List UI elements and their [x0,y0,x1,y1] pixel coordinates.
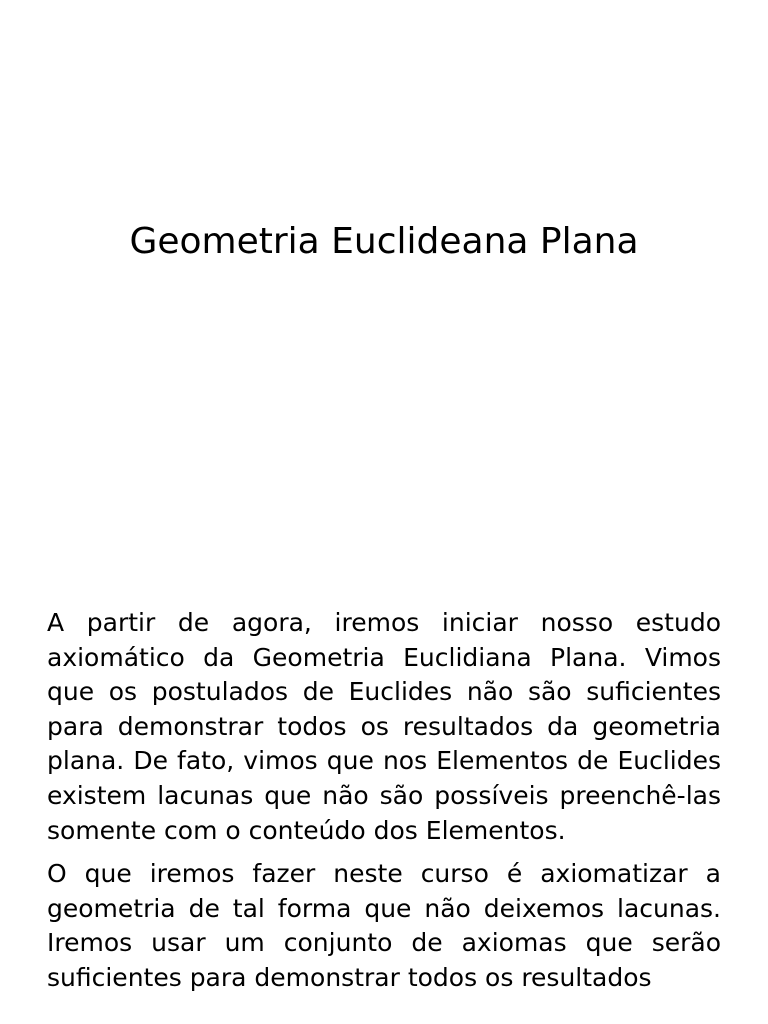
slide-title: Geometria Euclideana Plana [129,221,639,262]
content-slide [0,560,768,1024]
slide-body [47,606,721,1005]
body-paragraph-2: O que iremos fazer neste curso é axiomatizar a geometria de tal forma que não deixemos lacunas. Iremos usar um conjunto de axiomas que serão suficientes para demonstrar todos os resultados [47,859,721,992]
body-paragraph-1: A partir de agora, iremos iniciar nosso estudo axiomático da Geometria Euclidiana Plana. Vimos que os postulados de Euclides não são suficientes para demonstrar todos os resultados da geometria plana. De fato, vimos que nos Elementos de Euclides existem lacunas que não são possíveis preenchê-las somente com o conteúdo dos Elementos. [47,608,721,845]
